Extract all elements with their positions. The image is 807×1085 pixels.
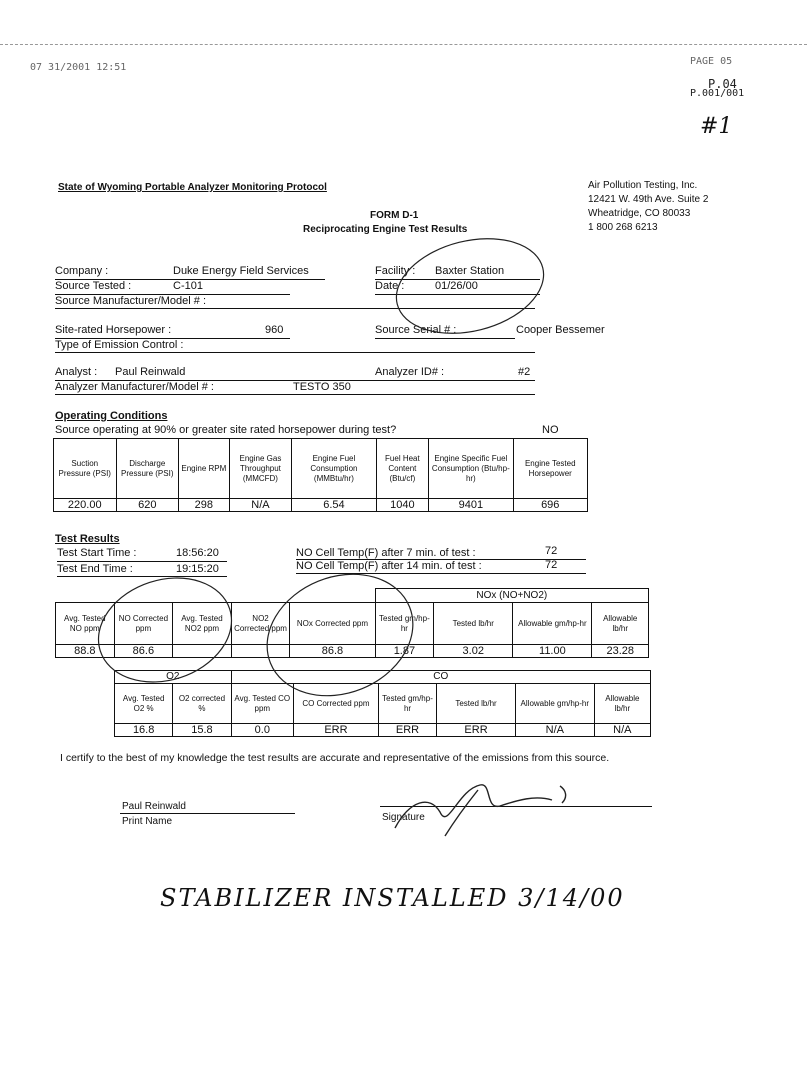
emission-control-label: Type of Emission Control :	[55, 339, 184, 351]
value-avg-tested-co: 0.0	[231, 724, 293, 737]
value-no-corrected: 86.6	[114, 645, 173, 658]
value-nox-tested-gm: 1.87	[375, 645, 434, 658]
header-avg-tested-no: Avg. Tested NO ppm	[56, 603, 115, 645]
horsepower-label: Site-rated Horsepower :	[55, 324, 172, 336]
value-fuel-consumption: 6.54	[292, 499, 376, 512]
fax-page-mid: P.04	[708, 77, 737, 91]
co-group-header: CO	[231, 671, 650, 684]
header-o2-corrected: O2 corrected %	[173, 684, 231, 724]
operating-answer: NO	[542, 424, 559, 436]
value-tested-horsepower: 696	[513, 499, 588, 512]
signature-label: Signature	[382, 812, 425, 823]
test-end-label: Test End Time :	[57, 563, 133, 575]
test-start-label: Test Start Time :	[57, 547, 137, 559]
value-gas-throughput: N/A	[229, 499, 292, 512]
serial-label: Source Serial # :	[375, 324, 457, 336]
handwritten-note: STABILIZER INSTALLED 3/14/00	[160, 884, 625, 912]
header-avg-tested-no2: Avg. Tested NO2 ppm	[173, 603, 232, 645]
lab-address-1: 12421 W. 49th Ave. Suite 2	[588, 194, 709, 205]
header-avg-tested-co: Avg. Tested CO ppm	[231, 684, 293, 724]
header-specific-fuel-consumption: Engine Specific Fuel Consumption (Btu/hp-hr)	[429, 439, 513, 499]
header-co-allowable-gm: Allowable gm/hp-hr	[515, 684, 594, 724]
company-value: Duke Energy Field Services	[173, 265, 309, 277]
cell-temp-7-label: NO Cell Temp(F) after 7 min. of test :	[296, 547, 476, 559]
header-tested-horsepower: Engine Tested Horsepower	[513, 439, 588, 499]
value-specific-fuel-consumption: 9401	[429, 499, 513, 512]
header-nox-tested-lb: Tested lb/hr	[434, 603, 513, 645]
header-suction-pressure: Suction Pressure (PSI)	[54, 439, 117, 499]
lab-phone: 1 800 268 6213	[588, 222, 658, 233]
date-value: 01/26/00	[435, 280, 478, 292]
header-no-corrected: NO Corrected ppm	[114, 603, 173, 645]
value-avg-tested-o2: 16.8	[115, 724, 173, 737]
header-engine-rpm: Engine RPM	[179, 439, 230, 499]
value-co-allowable-gm: N/A	[515, 724, 594, 737]
header-co-allowable-lb: Allowable lb/hr	[594, 684, 650, 724]
co-results-table	[114, 670, 651, 737]
facility-label: Facility :	[375, 265, 416, 277]
operating-conditions-table	[53, 438, 588, 512]
operating-conditions-heading: Operating Conditions	[55, 410, 168, 422]
fax-page-top: PAGE 05	[690, 56, 733, 67]
signature-scribble	[395, 785, 566, 836]
value-nox-allowable-lb: 23.28	[592, 645, 649, 658]
horsepower-value: 960	[265, 324, 284, 336]
header-fuel-consumption: Engine Fuel Consumption (MMBtu/hr)	[292, 439, 376, 499]
value-co-tested-gm: ERR	[378, 724, 436, 737]
fax-timestamp: 07 31/2001 12:51	[30, 62, 127, 73]
value-avg-tested-no2	[173, 645, 232, 658]
value-nox-allowable-gm: 11.00	[513, 645, 592, 658]
header-nox-allowable-gm: Allowable gm/hp-hr	[513, 603, 592, 645]
protocol-title: State of Wyoming Portable Analyzer Monitoring Protocol	[58, 182, 327, 193]
company-label: Company :	[55, 265, 109, 277]
cell-temp-14-label: NO Cell Temp(F) after 14 min. of test :	[296, 560, 482, 572]
value-fuel-heat-content: 1040	[376, 499, 429, 512]
header-fuel-heat-content: Fuel Heat Content (Btu/cf)	[376, 439, 429, 499]
value-engine-rpm: 298	[179, 499, 230, 512]
nox-results-table	[55, 588, 649, 658]
value-avg-tested-no: 88.8	[56, 645, 115, 658]
form-title: Reciprocating Engine Test Results	[303, 224, 468, 235]
value-o2-corrected: 15.8	[173, 724, 231, 737]
test-start-value: 18:56:20	[176, 547, 219, 559]
value-nox-corrected: 86.8	[290, 645, 375, 658]
analyst-value: Paul Reinwald	[115, 366, 186, 378]
lab-name: Air Pollution Testing, Inc.	[588, 180, 698, 191]
source-tested-label: Source Tested :	[55, 280, 132, 292]
header-co-corrected: CO Corrected ppm	[293, 684, 378, 724]
print-name-value: Paul Reinwald	[122, 801, 186, 812]
value-co-tested-lb: ERR	[437, 724, 516, 737]
date-label: Date :	[375, 280, 405, 292]
fax-header-rule	[0, 44, 807, 45]
form-number: FORM D-1	[370, 210, 419, 221]
value-co-corrected: ERR	[293, 724, 378, 737]
handwritten-id: #1	[700, 114, 733, 139]
certification-statement: I certify to the best of my knowledge the test results are accurate and representative of the emissions from this source.	[60, 752, 610, 764]
analyzer-id-label: Analyzer ID# :	[375, 366, 445, 378]
print-name-label: Print Name	[122, 816, 173, 827]
value-no2-corrected	[231, 645, 290, 658]
value-co-allowable-lb: N/A	[594, 724, 650, 737]
cell-temp-14-value: 72	[545, 559, 558, 571]
nox-group-header: NOx (NO+NO2)	[375, 589, 648, 603]
analyzer-id-value: #2	[518, 366, 531, 378]
header-nox-corrected: NOx Corrected ppm	[290, 603, 375, 645]
o2-group-header: O2	[115, 671, 232, 684]
test-end-value: 19:15:20	[176, 563, 219, 575]
analyzer-manufacturer-label: Analyzer Manufacturer/Model # :	[55, 381, 214, 393]
header-nox-tested-gm: Tested gm/hp-hr	[375, 603, 434, 645]
cell-temp-7-value: 72	[545, 545, 558, 557]
value-discharge-pressure: 620	[116, 499, 179, 512]
fax-page-bottom: P.001/001	[690, 88, 745, 99]
analyst-label: Analyst :	[55, 366, 98, 378]
serial-value: Cooper Bessemer	[516, 324, 605, 336]
value-suction-pressure: 220.00	[54, 499, 117, 512]
analyzer-manufacturer-value: TESTO 350	[293, 381, 351, 393]
lab-address-2: Wheatridge, CO 80033	[588, 208, 691, 219]
header-co-tested-gm: Tested gm/hp-hr	[378, 684, 436, 724]
operating-question: Source operating at 90% or greater site rated horsepower during test?	[55, 424, 397, 436]
header-avg-tested-o2: Avg. Tested O2 %	[115, 684, 173, 724]
test-results-heading: Test Results	[55, 533, 120, 545]
header-nox-allowable-lb: Allowable lb/hr	[592, 603, 649, 645]
source-manufacturer-label: Source Manufacturer/Model # :	[55, 295, 207, 307]
facility-value: Baxter Station	[435, 265, 505, 277]
header-co-tested-lb: Tested lb/hr	[437, 684, 516, 724]
header-gas-throughput: Engine Gas Throughput (MMCFD)	[229, 439, 292, 499]
value-nox-tested-lb: 3.02	[434, 645, 513, 658]
header-discharge-pressure: Discharge Pressure (PSI)	[116, 439, 179, 499]
source-tested-value: C-101	[173, 280, 203, 292]
header-no2-corrected: NO2 Corrected ppm	[231, 603, 290, 645]
